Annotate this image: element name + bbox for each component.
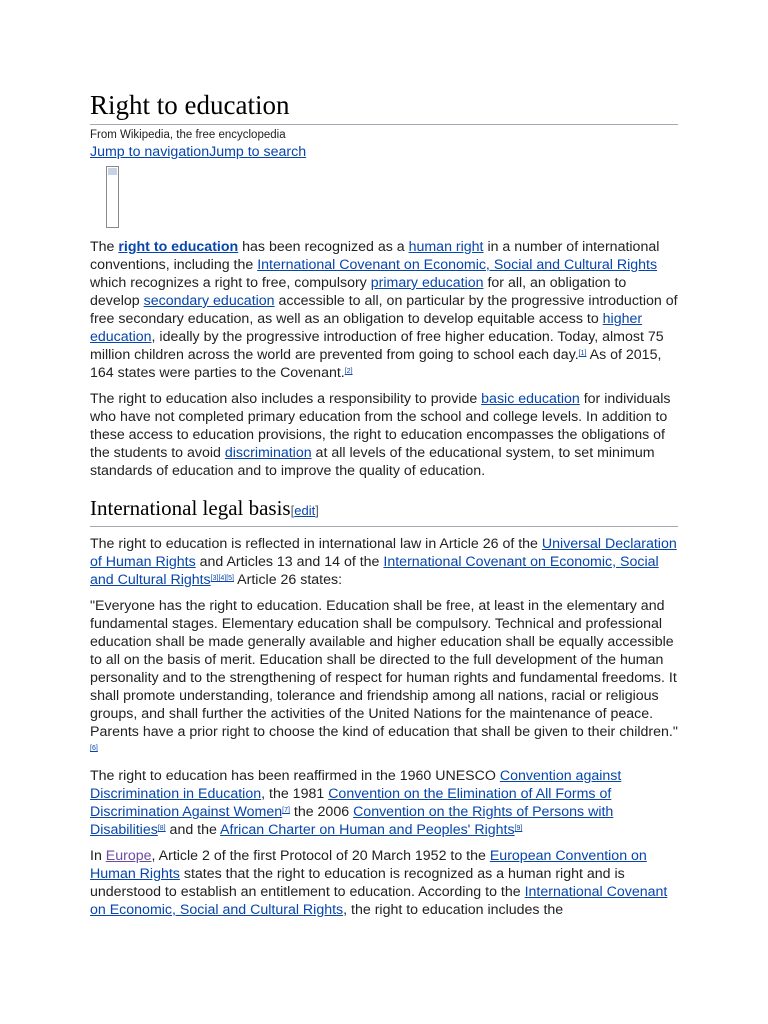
link-crpd[interactable]: Convention on the Rights of Persons with Disabilities bbox=[90, 804, 614, 838]
link-europe[interactable]: Europe bbox=[105, 848, 152, 864]
text-run: In bbox=[90, 848, 106, 864]
citation-ref[interactable]: [6] bbox=[90, 745, 98, 752]
text-run: The right to education is reflected in international law in Article 26 of the bbox=[90, 536, 542, 552]
text-run: The bbox=[90, 239, 119, 255]
link-higher-education[interactable]: higher education bbox=[90, 311, 643, 345]
quote-text: "Everyone has the right to education. Education shall be free, at least in the elementary and fundamental stages. Elementary education shall be compulsory. Technical and professional education shall be made generally available and higher education shall be equally accessible to all on the basis of merit. Education shall be directed to the full development of the human personality and to the strengthening of respect for human rights and fundamental freedoms. It shall promote understanding, tolerance and friendship among all nations, racial or religious groups, and shall further the activities of the United Nations for the maintenance of peace. Parents have a prior right to choose the kind of education that shall be given to their children." bbox=[90, 598, 678, 740]
edit-section-link[interactable]: edit bbox=[294, 503, 316, 518]
text-run: in a number of international conventions, including the bbox=[90, 239, 660, 273]
page-title: Right to education bbox=[90, 88, 678, 125]
text-run: , ideally by the progressive introduction of free higher education. Today, almost 75 million children across the world are prevented from going to school each day. bbox=[90, 329, 664, 363]
citation-ref[interactable]: [9] bbox=[514, 825, 523, 832]
link-discrimination[interactable]: discrimination bbox=[224, 445, 312, 461]
jump-links bbox=[90, 143, 678, 161]
link-human-right[interactable]: human right bbox=[408, 239, 484, 255]
citation-ref[interactable]: [2] bbox=[344, 368, 353, 375]
text-run: states that the right to education is recognized as a human right and is understood to establish an entitlement to education. According to the bbox=[90, 866, 625, 900]
citation-ref[interactable]: [3][4][5] bbox=[210, 575, 235, 582]
broken-image-placeholder bbox=[106, 166, 119, 228]
citation-ref[interactable]: [1] bbox=[578, 350, 587, 357]
legal-basis-paragraph-2 bbox=[90, 767, 678, 839]
section-heading bbox=[90, 494, 678, 527]
article-page bbox=[90, 88, 678, 926]
text-run: at all levels of the educational system, to set minimum standards of education and to improve the quality of education. bbox=[90, 445, 655, 479]
text-run: As of 2015, 164 states were parties to the Covenant. bbox=[90, 347, 662, 381]
link-right-to-education[interactable]: right to education bbox=[118, 239, 239, 255]
site-tagline: From Wikipedia, the free encyclopedia bbox=[90, 129, 286, 141]
text-run: The right to education also includes a responsibility to provide bbox=[90, 391, 482, 407]
bracket: ] bbox=[315, 503, 319, 518]
link-cedaw[interactable]: Convention on the Elimination of All Forms of Discrimination Against Women bbox=[90, 786, 612, 820]
link-primary-education[interactable]: primary education bbox=[370, 275, 484, 291]
text-run: Article 26 states: bbox=[234, 572, 343, 588]
link-icescr[interactable]: International Covenant on Economic, Social and Cultural Rights bbox=[257, 257, 658, 273]
text-run: for individuals who have not completed primary education from the school and college levels. In addition to these access to education provisions, the right to education encompasses the obligations of the students to avoid bbox=[90, 391, 671, 461]
section-heading-text: International legal basis bbox=[90, 496, 291, 520]
text-run: for all, an obligation to develop bbox=[90, 275, 627, 309]
text-run: and Articles 13 and 14 of the bbox=[195, 554, 384, 570]
intro-paragraph-2 bbox=[90, 390, 678, 480]
text-run: , Article 2 of the first Protocol of 20 March 1952 to the bbox=[151, 848, 490, 864]
intro-paragraph-1 bbox=[90, 238, 678, 382]
link-secondary-education[interactable]: secondary education bbox=[143, 293, 275, 309]
jump-to-navigation-link[interactable]: Jump to navigation bbox=[90, 144, 210, 160]
bracket: [ bbox=[290, 503, 295, 518]
edit-section-link-wrapper bbox=[291, 503, 319, 518]
link-icescr[interactable]: International Covenant on Economic, Social and Cultural Rights bbox=[90, 884, 668, 918]
text-run: , the right to education includes the bbox=[343, 902, 564, 918]
legal-basis-paragraph-1 bbox=[90, 535, 678, 589]
text-run: the 2006 bbox=[289, 804, 354, 820]
text-run: The right to education has been reaffirmed in the 1960 UNESCO bbox=[90, 768, 500, 784]
link-udhr[interactable]: Universal Declaration of Human Rights bbox=[90, 536, 677, 570]
text-run: , the 1981 bbox=[261, 786, 329, 802]
citation-ref[interactable]: [8] bbox=[157, 825, 166, 832]
text-run: and the bbox=[165, 822, 221, 838]
link-convention-against-discrimination[interactable]: Convention against Discrimination in Education bbox=[90, 768, 622, 802]
link-echr[interactable]: European Convention on Human Rights bbox=[90, 848, 647, 882]
article-26-quote bbox=[90, 597, 678, 759]
text-run: has been recognized as a bbox=[238, 239, 409, 255]
text-run: accessible to all, on particular by the progressive introduction of free secondary education, as well as an obligation to develop equitable access to bbox=[90, 293, 678, 327]
text-run: which recognizes a right to free, compulsory bbox=[90, 275, 371, 291]
legal-basis-paragraph-3 bbox=[90, 847, 678, 919]
citation-ref[interactable]: [7] bbox=[282, 807, 290, 814]
jump-to-search-link[interactable]: Jump to search bbox=[209, 144, 307, 160]
image-icon bbox=[108, 168, 117, 175]
link-icescr[interactable]: International Covenant on Economic, Social and Cultural Rights bbox=[90, 554, 659, 588]
link-african-charter[interactable]: African Charter on Human and Peoples' Rights bbox=[220, 822, 515, 838]
link-basic-education[interactable]: basic education bbox=[481, 391, 580, 407]
